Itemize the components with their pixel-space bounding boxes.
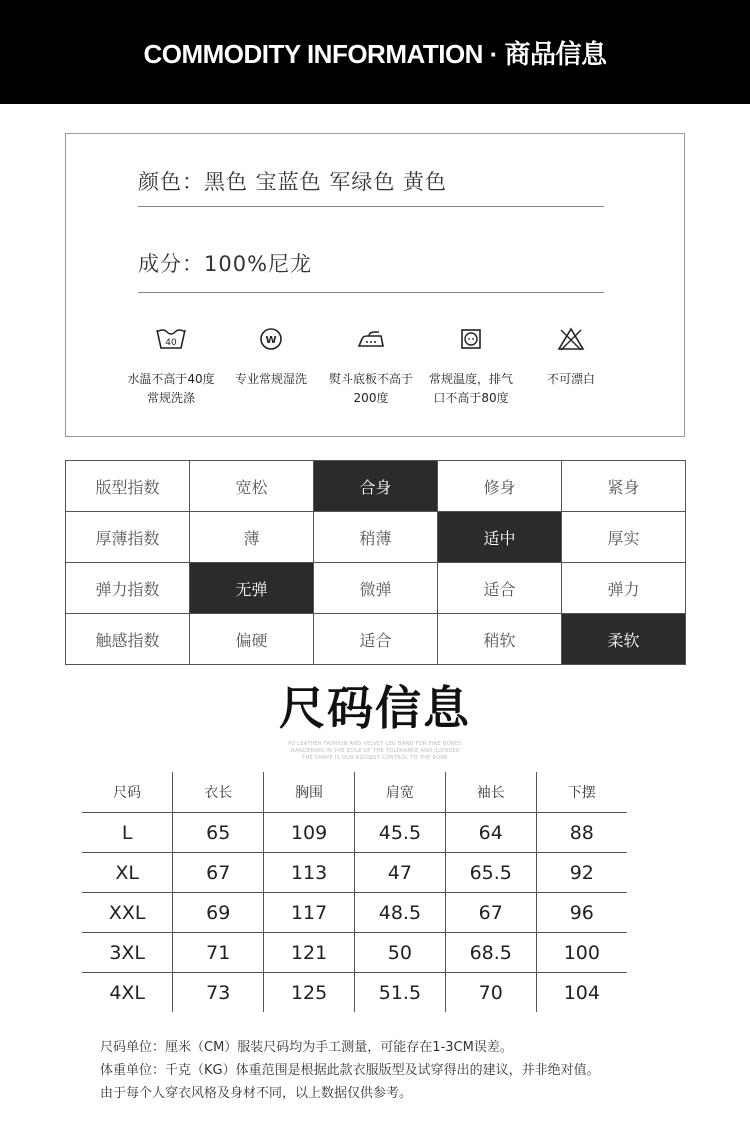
care-label: 口不高于80度 <box>433 391 509 405</box>
divider <box>138 206 604 207</box>
size-column-header: 袖长 <box>445 772 536 813</box>
size-cell: 65 <box>173 813 264 853</box>
index-option: 适合 <box>314 614 438 665</box>
care-item <box>316 326 426 408</box>
size-cell: 67 <box>173 853 264 893</box>
header-bar <box>0 0 750 104</box>
size-cell: XXL <box>82 893 173 933</box>
size-notes <box>100 1036 600 1105</box>
size-cell: 48.5 <box>354 893 445 933</box>
index-row <box>66 461 686 512</box>
size-table <box>82 772 627 1012</box>
index-option: 稍薄 <box>314 512 438 563</box>
index-label: 触感指数 <box>66 614 190 665</box>
size-cell: L <box>82 813 173 853</box>
size-cell: 113 <box>264 853 355 893</box>
size-cell: 92 <box>536 853 627 893</box>
commodity-info-box <box>65 133 685 437</box>
size-cell: 88 <box>536 813 627 853</box>
care-item <box>516 326 626 389</box>
index-option: 紧身 <box>562 461 686 512</box>
note-line: 由于每个人穿衣风格及身材不同，以上数据仅供参考。 <box>100 1086 413 1101</box>
fine-print <box>0 741 750 762</box>
size-cell: 121 <box>264 933 355 973</box>
size-column-header: 肩宽 <box>354 772 445 813</box>
index-option: 偏硬 <box>190 614 314 665</box>
care-label: 专业常规湿洗 <box>234 372 307 386</box>
size-row <box>82 893 627 933</box>
size-cell: 69 <box>173 893 264 933</box>
composition-line: 成分：100%尼龙 <box>138 252 313 276</box>
index-row <box>66 614 686 665</box>
care-instructions <box>116 326 616 416</box>
index-option: 厚实 <box>562 512 686 563</box>
index-option: 微弹 <box>314 563 438 614</box>
index-label: 厚薄指数 <box>66 512 190 563</box>
size-cell: 50 <box>354 933 445 973</box>
size-cell: 100 <box>536 933 627 973</box>
wash-40-icon <box>155 326 187 352</box>
care-label: 常规温度，排气 <box>428 372 513 386</box>
tumble-dry-icon <box>458 326 484 352</box>
index-row <box>66 512 686 563</box>
size-cell: 51.5 <box>354 973 445 1013</box>
size-row <box>82 853 627 893</box>
index-option: 稍软 <box>438 614 562 665</box>
index-option-selected: 无弹 <box>190 563 314 614</box>
care-label: 不可漂白 <box>546 372 595 386</box>
size-cell: 45.5 <box>354 813 445 853</box>
care-label: 常规洗涤 <box>146 391 195 405</box>
size-column-header: 下摆 <box>536 772 627 813</box>
note-line: 体重单位：千克（KG）体重范围是根据此款衣服版型及试穿得出的建议，并非绝对值。 <box>100 1063 600 1078</box>
care-item <box>416 326 526 408</box>
fine-print-line: PU LEATHER FASHION AND VELVET LEG BAND FOR FINE BONES <box>288 741 462 747</box>
fit-index-table <box>65 460 686 665</box>
size-cell: 64 <box>445 813 536 853</box>
svg-text:40: 40 <box>165 338 177 348</box>
index-option: 弹力 <box>562 563 686 614</box>
index-row <box>66 563 686 614</box>
no-bleach-icon <box>556 326 586 352</box>
care-label: 熨斗底板不高于 <box>328 372 413 386</box>
size-cell: 67 <box>445 893 536 933</box>
care-item <box>216 326 326 389</box>
index-option: 宽松 <box>190 461 314 512</box>
size-cell: 117 <box>264 893 355 933</box>
size-cell: XL <box>82 853 173 893</box>
size-cell: 71 <box>173 933 264 973</box>
size-info-title: 尺码信息 <box>279 681 471 735</box>
index-option-selected: 适中 <box>438 512 562 563</box>
size-row <box>82 813 627 853</box>
iron-icon <box>355 326 387 352</box>
size-column-header: 尺码 <box>82 772 173 813</box>
size-cell: 70 <box>445 973 536 1013</box>
care-label: 200度 <box>353 391 389 405</box>
size-cell: 65.5 <box>445 853 536 893</box>
size-cell: 125 <box>264 973 355 1013</box>
size-cell: 68.5 <box>445 933 536 973</box>
index-option: 薄 <box>190 512 314 563</box>
professional-wet-clean-icon <box>258 326 284 352</box>
index-option-selected: 柔软 <box>562 614 686 665</box>
header-title: COMMODITY INFORMATION · 商品信息 <box>143 38 607 69</box>
size-cell: 4XL <box>109 981 146 1004</box>
size-cell: 3XL <box>82 933 173 973</box>
index-label: 弹力指数 <box>66 563 190 614</box>
size-cell: 109 <box>264 813 355 853</box>
fine-print-line: THE SHAPE IS OUR BIGGEST CONTROL TO THE BONE <box>302 755 448 761</box>
size-column-header: 衣长 <box>173 772 264 813</box>
svg-text:W: W <box>265 335 277 346</box>
color-line: 颜色：黑色 宝蓝色 军绿色 黄色 <box>138 170 448 194</box>
index-option-selected: 合身 <box>314 461 438 512</box>
care-label: 水温不高于40度 <box>127 372 215 386</box>
size-row <box>82 933 627 973</box>
index-option: 适合 <box>438 563 562 614</box>
care-item <box>116 326 226 408</box>
size-cell: 73 <box>173 973 264 1013</box>
size-cell: 96 <box>536 893 627 933</box>
size-cell: 47 <box>354 853 445 893</box>
fine-print-line: WANDERING IN THE EDGE OF THE TOLERANCE AND SLENDER <box>290 748 460 754</box>
size-row <box>82 973 627 1013</box>
divider <box>138 292 604 293</box>
note-line: 尺码单位：厘米（CM）服装尺码均为手工测量，可能存在1-3CM误差。 <box>100 1040 513 1055</box>
index-option: 修身 <box>438 461 562 512</box>
size-column-header: 胸围 <box>264 772 355 813</box>
size-cell: 104 <box>536 973 627 1013</box>
index-label: 版型指数 <box>66 461 190 512</box>
